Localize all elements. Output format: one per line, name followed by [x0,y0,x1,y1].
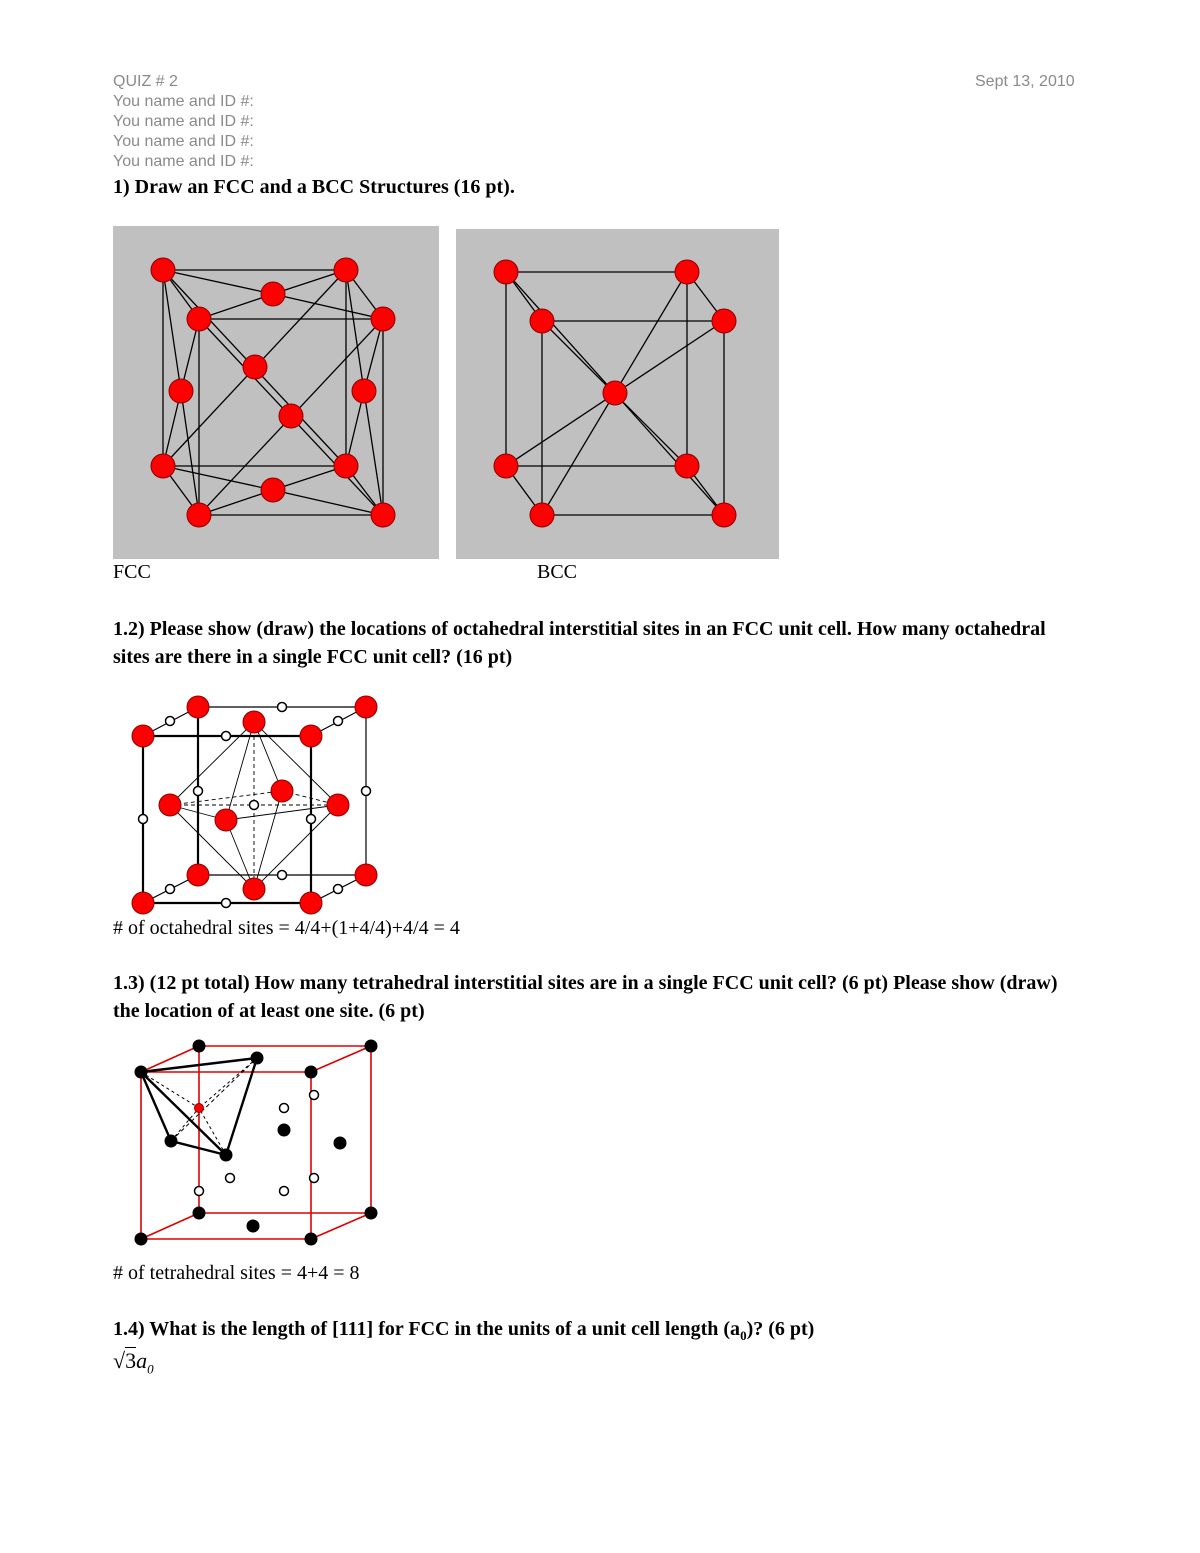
sqrt-radicand: 3 [125,1348,137,1373]
fcc-atom [151,454,175,478]
fcc-diag [181,391,199,515]
oct-site [250,801,259,810]
oct-atom [327,794,349,816]
tet-site [280,1187,289,1196]
fcc-atom [352,379,376,403]
oct-site [222,899,231,908]
bcc-label: BCC [537,561,578,583]
oct-line [254,805,338,889]
bcc-atom [675,260,699,284]
question-1-title: 1) Draw an FCC and a BCC Structures (16 pt). [113,176,515,198]
oct-atom [243,711,265,733]
tet-site [310,1091,319,1100]
tet-edge [141,1213,199,1239]
bcc-back-face [506,272,687,466]
tet-atom [251,1052,263,1064]
tet-edge [311,1213,371,1239]
tet-line [141,1072,226,1155]
q14-title-sub: 0 [740,1328,747,1343]
oct-site [334,885,343,894]
tet-site [310,1174,319,1183]
tet-site [226,1174,235,1183]
oct-atom [159,794,181,816]
tet-atom [365,1040,377,1052]
fcc-atom [169,379,193,403]
oct-atom [132,892,154,914]
tet-atom [365,1207,377,1219]
oct-atom [132,725,154,747]
tet-site-highlighted [195,1104,204,1113]
tet-atom [305,1233,317,1245]
bcc-atom [712,309,736,333]
tet-atom [165,1135,177,1147]
oct-site [307,815,316,824]
question-1-2-title: 1.2) Please show (draw) the locations of octahedral interstitial sites in an FCC unit cell. How many octahedral sites are there in a single FCC unit cell? (16 pt) [113,618,1046,668]
name-line-4: You name and ID #: [113,153,254,170]
fcc-atom [261,478,285,502]
oct-atom [187,864,209,886]
oct-atom [300,892,322,914]
bcc-front-face [542,321,724,515]
bcc-atom [494,260,518,284]
fcc-atom [371,307,395,331]
oct-line [170,791,282,805]
answer-variable: a [136,1348,148,1373]
oct-line [170,722,254,805]
fcc-diag [163,270,273,294]
q14-title-end: )? (6 pt) [746,1318,815,1340]
fcc-atom [371,503,395,527]
tet-line [141,1072,171,1141]
tetrahedral-answer: # of tetrahedral sites = 4+4 = 8 [113,1262,360,1284]
fcc-diag [163,466,273,490]
bcc-atom [712,503,736,527]
bcc-atom [530,503,554,527]
oct-atom [355,696,377,718]
oct-site [278,703,287,712]
oct-atom [243,878,265,900]
oct-atom [300,725,322,747]
bcc-atom [675,454,699,478]
fcc-label: FCC [113,561,151,583]
tet-atoms [135,1040,377,1245]
bcc-atom [603,381,627,405]
tet-atom [135,1066,147,1078]
tet-atom [135,1233,147,1245]
oct-site [139,815,148,824]
name-line-2: You name and ID #: [113,113,254,130]
fcc-atom [279,404,303,428]
tet-atom [193,1040,205,1052]
octahedral-answer: # of octahedral sites = 4/4+(1+4/4)+4/4 = 4 [113,917,460,939]
sqrt-symbol: √ [113,1348,126,1373]
fcc-atom [243,355,267,379]
fcc-atom [151,258,175,282]
q14-title-main: 1.4) What is the length of [111] for FCC in the units of a unit cell length (a [113,1318,741,1340]
oct-atom [271,780,293,802]
question-1-3-title: 1.3) (12 pt total) How many tetrahedral interstitial sites are in a single FCC unit cell? (6 pt) Please show (draw) the location of at least one site. (6 pt) [113,972,1058,1022]
tet-atom [278,1124,290,1136]
fcc-atom [334,454,358,478]
quiz-date: Sept 13, 2010 [975,73,1075,90]
fcc-atoms [151,258,395,527]
quiz-label: QUIZ # 2 [113,73,178,90]
oct-site [362,787,371,796]
oct-line [254,722,338,805]
oct-site [194,787,203,796]
oct-site [166,717,175,726]
tet-atom [247,1220,259,1232]
fcc-diag [364,391,383,515]
oct-atom [355,864,377,886]
tet-atom [220,1149,232,1161]
answer-subscript: 0 [147,1361,154,1377]
bcc-atom [494,454,518,478]
fcc-atom [334,258,358,282]
oct-site [278,871,287,880]
tet-site [280,1104,289,1113]
tet-edge [311,1046,371,1072]
tet-atom [334,1137,346,1149]
fcc-diag [163,270,181,391]
oct-atom [215,809,237,831]
tet-site [195,1187,204,1196]
tet-atom [193,1207,205,1219]
oct-site [334,717,343,726]
fcc-diag [346,270,364,391]
fcc-atom [187,307,211,331]
oct-site [166,885,175,894]
tet-atom [305,1066,317,1078]
oct-atom [187,696,209,718]
oct-site [222,732,231,741]
bcc-atom [530,309,554,333]
name-line-1: You name and ID #: [113,93,254,110]
name-line-3: You name and ID #: [113,133,254,150]
oct-line [226,805,338,820]
fcc-atom [187,503,211,527]
fcc-atom [261,282,285,306]
